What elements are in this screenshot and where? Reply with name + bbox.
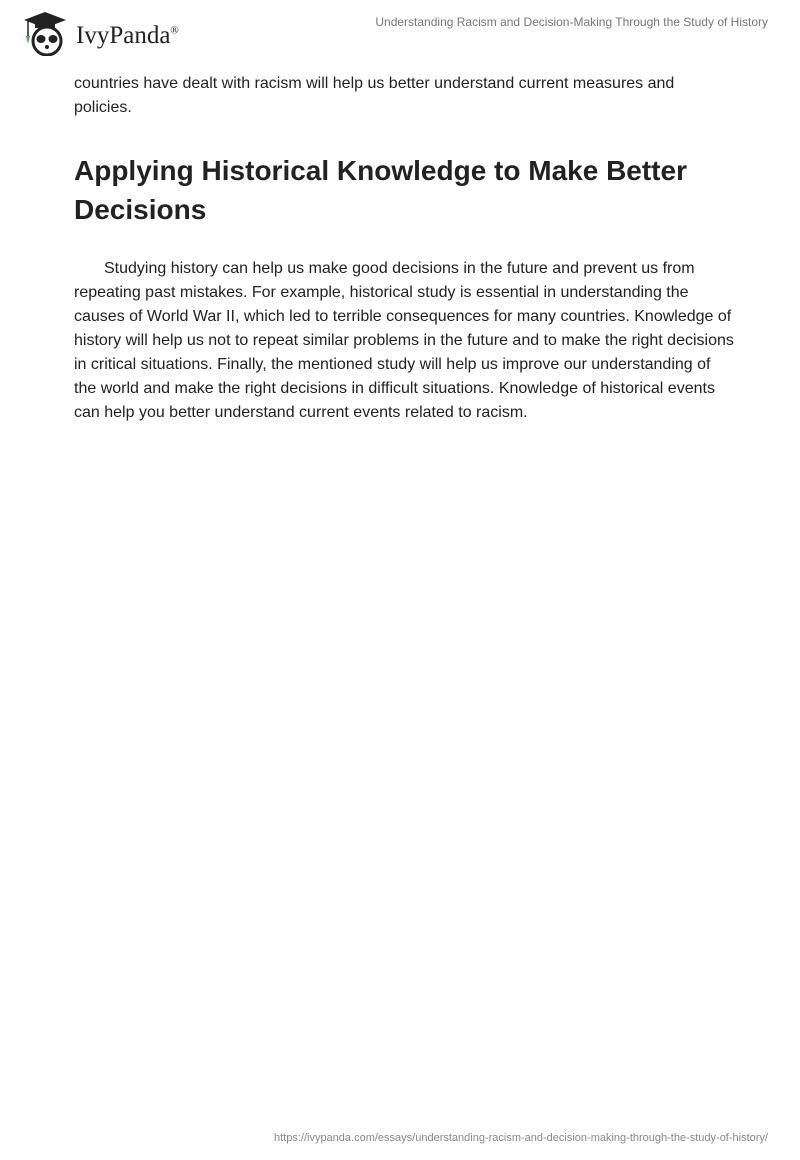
essay-content <box>74 72 734 425</box>
source-url[interactable]: https://ivypanda.com/essays/understanding-racism-and-decision-making-through-the-study-of-history/ <box>273 1132 768 1144</box>
body-paragraph: Studying history can help us make good decisions in the future and prevent us from repeating past mistakes. For example, historical study is essential in understanding the causes of World War II, which led to terrible consequences for many countries. Knowledge of history will help us not to repeat similar problems in the future and to make the right decisions in critical situations. Finally, the mentioned study will help us improve our understanding of the world and make the right decisions in difficult situations. Knowledge of historical events can help you better understand current events related to racism. <box>74 260 734 421</box>
document-title: Understanding Racism and Decision-Making Through the Study of History <box>375 15 768 29</box>
intro-paragraph-fragment: countries have dealt with racism will help us better understand current measures and policies. <box>74 75 675 116</box>
ivypanda-logo[interactable] <box>20 10 179 56</box>
section-heading: Applying Historical Knowledge to Make Better Decisions <box>74 155 687 225</box>
logo-text: IvyPanda <box>76 22 171 49</box>
registered-mark: ® <box>170 24 179 37</box>
panda-graduate-icon <box>20 10 70 56</box>
